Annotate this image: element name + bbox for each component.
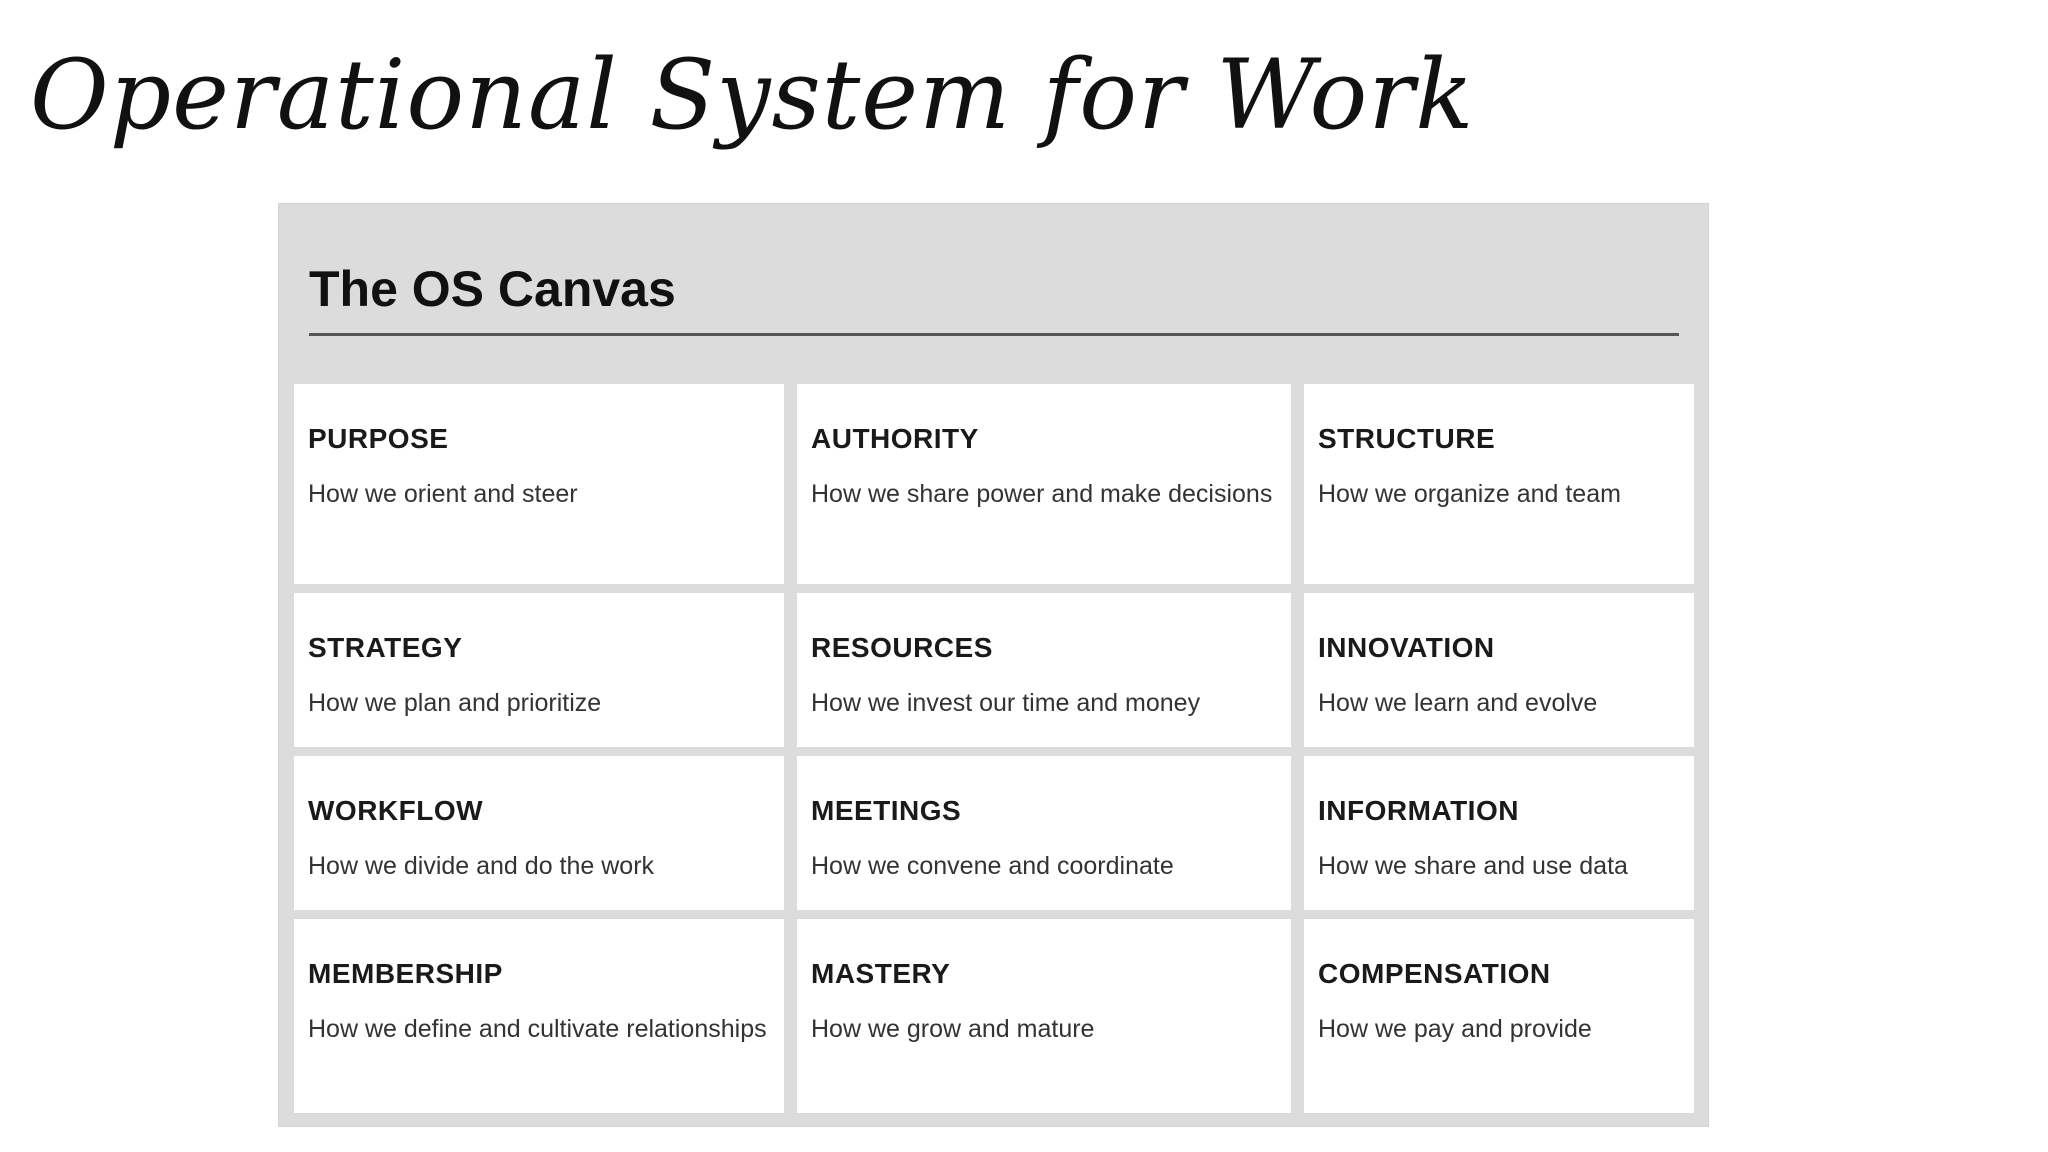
cell-mastery <box>797 919 1291 1113</box>
cell-title: INFORMATION <box>1318 795 1519 826</box>
cell-meetings <box>797 756 1291 910</box>
cell-title: MASTERY <box>811 958 951 989</box>
cell-title: MEETINGS <box>811 795 962 826</box>
cell-title: COMPENSATION <box>1318 958 1551 989</box>
cell-title: RESOURCES <box>811 632 993 663</box>
cell-description: How we share and use data <box>1318 852 1628 880</box>
cell-description: How we grow and mature <box>811 1015 1095 1043</box>
cell-purpose <box>294 384 784 584</box>
cell-title: PURPOSE <box>308 423 449 454</box>
cell-description: How we plan and prioritize <box>308 689 602 717</box>
cell-description: How we define and cultivate relationships <box>308 1015 767 1043</box>
cell-authority <box>797 384 1291 584</box>
cell-membership <box>294 919 784 1113</box>
cell-title: STRUCTURE <box>1318 423 1496 454</box>
cell-information <box>1304 756 1694 910</box>
cell-title: WORKFLOW <box>308 795 484 826</box>
cell-structure <box>1304 384 1694 584</box>
cell-title: STRATEGY <box>308 632 463 663</box>
cell-innovation <box>1304 593 1694 747</box>
title-divider <box>309 333 1679 336</box>
cell-strategy <box>294 593 784 747</box>
os-canvas-panel <box>278 203 1709 1127</box>
cell-description: How we share power and make decisions <box>811 480 1273 508</box>
cell-resources <box>797 593 1291 747</box>
slide-title: Operational System for Work <box>30 39 1475 151</box>
cell-description: How we convene and coordinate <box>811 852 1174 880</box>
cell-description: How we invest our time and money <box>811 689 1201 717</box>
cell-compensation <box>1304 919 1694 1113</box>
cell-title: AUTHORITY <box>811 423 979 454</box>
cell-description: How we organize and team <box>1318 480 1621 508</box>
canvas-grid <box>294 384 1694 1114</box>
cell-description: How we divide and do the work <box>308 852 655 880</box>
canvas-title: The OS Canvas <box>309 261 676 317</box>
cell-description: How we pay and provide <box>1318 1015 1592 1043</box>
cell-title: INNOVATION <box>1318 632 1495 663</box>
cell-title: MEMBERSHIP <box>308 958 503 989</box>
cell-workflow <box>294 756 784 910</box>
cell-description: How we learn and evolve <box>1318 689 1598 717</box>
cell-description: How we orient and steer <box>308 480 578 508</box>
